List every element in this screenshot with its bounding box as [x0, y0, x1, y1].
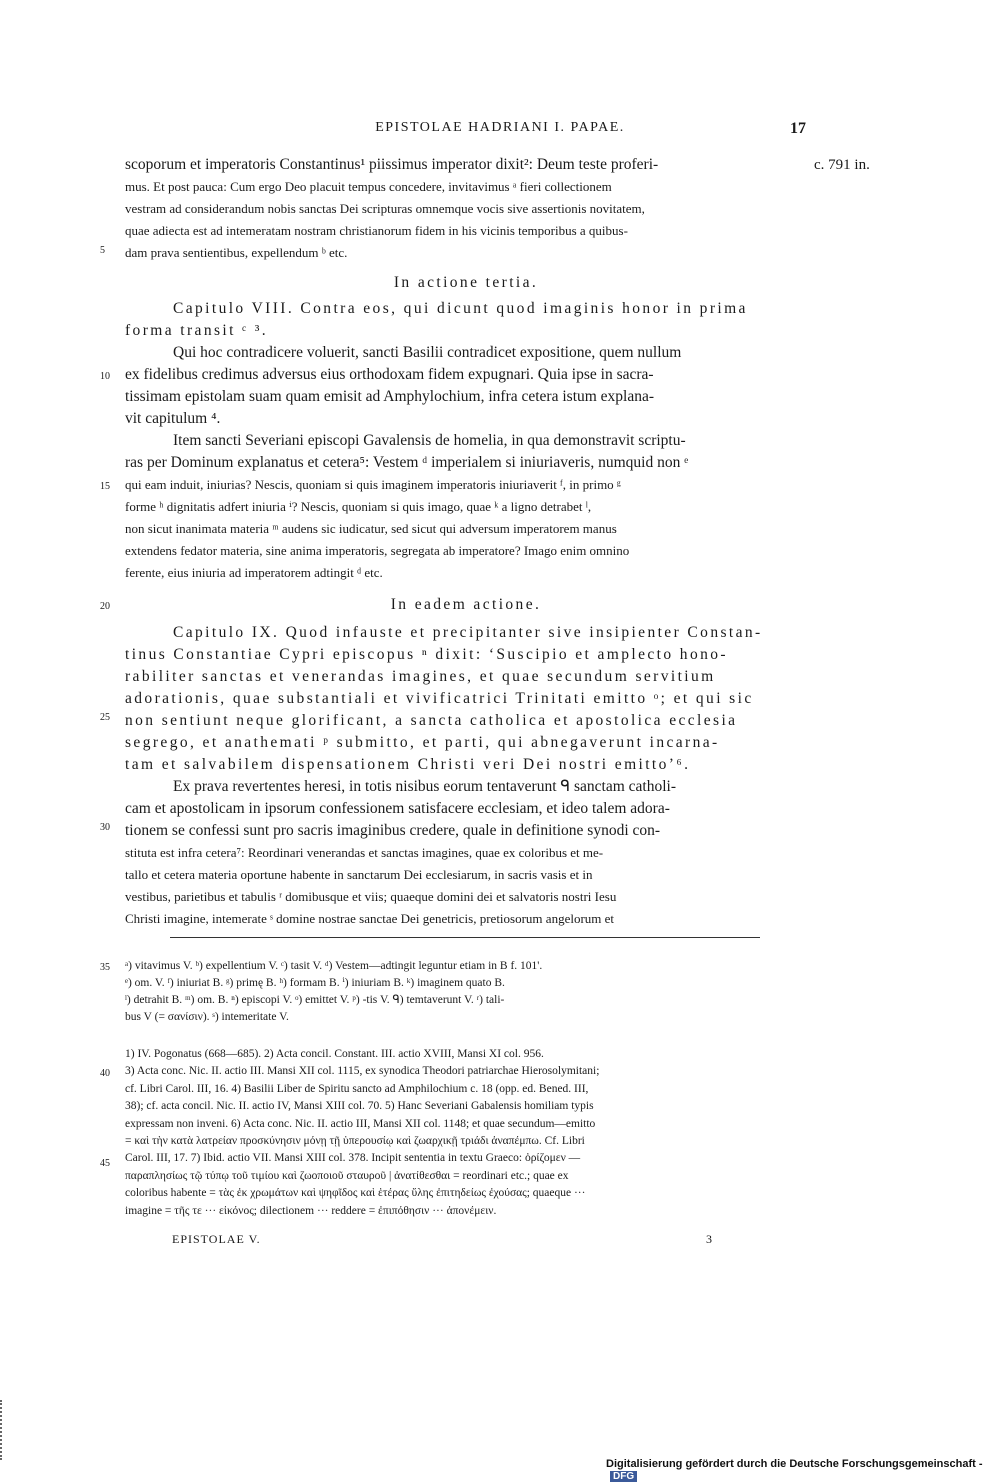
text-line: vestibus, parietibus et tabulis ʳ domibusque et viis; quaeque domini dei et salvatoris nostri Iesu [125, 889, 617, 904]
printer-signature: EPISTOLAE V. [172, 1232, 261, 1246]
text-line: qui eam induit, iniurias? Nescis, quoniam si quis imaginem imperatoris iniuriaverit ᶠ, in primo ᵍ [125, 477, 621, 492]
text-line: scoporum et imperatoris Constantinus¹ piissimus imperator dixit²: Deum teste proferi- [125, 156, 659, 173]
chapter-title-line: forma transit ᶜ ³. [125, 322, 269, 339]
line-number: 45 [100, 1158, 110, 1169]
text-line: tallo et cetera materia oportune habente in sanctarum Dei ecclesiarum, in sacris vasis et in [125, 867, 593, 882]
chapter-ix [125, 622, 807, 930]
text-line: Christi imagine, intemerate ˢ domine nostrae sanctae Dei genetricis, pretiosorum angelorum et [125, 911, 615, 926]
text-line: tissimam epistolam suam quam emisit ad Amphylochium, infra cetera istum explana- [125, 388, 655, 405]
line-number: 30 [100, 822, 110, 833]
line-number: 40 [100, 1068, 110, 1079]
chapter-viii [125, 298, 807, 584]
dfg-credit [606, 1458, 1000, 1482]
text-line: tionem se confessi sunt pro sacris imaginibus credere, quale in definitione synodi con- [125, 822, 661, 839]
note-line: 3) Acta conc. Nic. II. actio III. Mansi XII col. 1115, ex synodica Theodori patriarchae Hierosolymitani; [125, 1065, 600, 1078]
paragraph-intro [125, 154, 807, 264]
chapter-title-line: Capitulo IX. Quod infauste et precipitanter sive insipienter Constan- [173, 624, 763, 641]
chapter-title-line: segrego, et anathemati ᵖ submitto, et parti, qui abnegaverunt incarna- [125, 734, 720, 751]
text-line: extendens fedator materia, sine anima imperatoris, segregata ab imperatore? Imago enim omnino [125, 543, 630, 558]
text-line: forme ʰ dignitatis adfert iniuria ⁱ? Nescis, quoniam si quis imago, quae ᵏ a ligno detrabet ˡ, [125, 499, 592, 514]
signature-number: 3 [706, 1232, 712, 1246]
note-line: = καὶ τὴν κατὰ λατρείαν προσκύνησιν μόνῃ τῇ ὑπερουσίῳ καὶ ζωαρχικῇ τριάδι ἀναπέμπω. Cf. Libri [125, 1134, 585, 1147]
note-line: cf. Libri Carol. III, 16. 4) Basilii Liber de Spiritu sancto ad Amphilochium c. 18 (opp. ed. Bened. III, [125, 1082, 589, 1095]
chapter-title-line: tinus Constantiae Cypri episcopus ⁿ dixit: ‘Suscipio et amplecto hono- [125, 646, 728, 663]
text-line: Ex prava revertentes heresi, in totis nisibus eorum tentaverunt ᑫ sanctam catholi- [173, 778, 677, 795]
section-heading: In actione tertia. [393, 274, 539, 291]
apparatus-line: ᵃ) vitavimus V. ᵇ) expellentium V. ᶜ) tasit V. ᵈ) Vestem—adtingit leguntur etiam in B f. 101'. [125, 960, 543, 972]
chapter-title-line: Capitulo VIII. Contra eos, qui dicunt quod imaginis honor in prima [173, 300, 748, 317]
chapter-title-line: tam et salvabilem dispensationem Christi veri Dei nostri emitto’⁶. [125, 756, 691, 773]
note-line: expressam non inveni. 6) Acta conc. Nic. II. actio III, Mansi XII col. 1148; et quae secundum—emitto [125, 1117, 596, 1130]
text-line: ras per Dominum explanatus et cetera⁵: Vestem ᵈ imperialem si iniuriaveris, numquid non ᵉ [125, 454, 689, 471]
scan-edge-mark [0, 1400, 6, 1460]
line-number: 15 [100, 481, 110, 492]
page-number: 17 [790, 120, 806, 137]
apparatus-line: ˡ) detrahit B. ᵐ) om. B. ⁿ) episcopi V. ᵒ) emittet V. ᵖ) -tis V. ᑫ) temtaverunt V. ʳ) tali- [125, 994, 505, 1006]
note-line: παραπλησίως τῷ τύπῳ τοῦ τιμίου καὶ ζωοποιοῦ σταυροῦ | ἀνατίθεσθαι = reordinari etc.; quae ex [125, 1169, 569, 1182]
source-notes [125, 1046, 815, 1220]
critical-apparatus [125, 958, 815, 1026]
margin-date: c. 791 in. [814, 157, 870, 173]
text-line: ferente, eius iniuria ad imperatorem adtingit ᵈ etc. [125, 565, 383, 580]
line-number: 20 [100, 601, 110, 612]
section-heading: In eadem actione. [390, 596, 542, 613]
line-number: 5 [100, 245, 105, 256]
text-line: mus. Et post pauca: Cum ergo Deo placuit tempus concedere, invitavimus ᵃ fieri collectionem [125, 179, 612, 194]
text-line: non sicut inanimata materia ᵐ audens sic iudicatur, sed sicut qui adversum imperatorem manus [125, 521, 617, 536]
note-line: coloribus habente = τὰς ἐκ χρωμάτων καὶ ψηφῖδος καὶ ἑτέρας ὕλης ἐπιτηδείως ἐχούσας; quaeque ··· [125, 1187, 586, 1200]
chapter-title-line: non sentiunt neque glorificant, a sancta catholica et apostolica ecclesia [125, 712, 738, 729]
chapter-title-line: adorationis, quae substantiali et vivificatrici Trinitati emitto ᵒ; et qui sic [125, 690, 754, 707]
chapter-title-line: rabiliter sanctas et venerandas imagines, et quae secundum servitium [125, 668, 716, 685]
apparatus-line: ᵉ) om. V. ᶠ) iniuriat B. ᵍ) primę B. ʰ) formam B. ⁱ) iniuriam B. ᵏ) imaginem quato B. [125, 977, 505, 989]
text-line: dam prava sentientibus, expellendum ᵇ etc. [125, 245, 348, 260]
text-line: quae adiecta est ad intemeratam nostram christianorum fidem in his vicinis temporibus a quibus- [125, 223, 628, 238]
note-line: Carol. III, 17. 7) Ibid. actio VII. Mansi XIII col. 378. Incipit sententia in textu Graeco: ὁρίζομεν — [125, 1152, 581, 1165]
text-line: ex fidelibus credimus adversus eius orthodoxam fidem expugnari. Quia ipse in sacra- [125, 366, 654, 383]
line-number: 25 [100, 712, 110, 723]
running-head: EPISTOLAE HADRIANI I. PAPAE. [375, 120, 625, 135]
apparatus-line: bus V (= σανίσιν). ˢ) intemeritate V. [125, 1011, 289, 1023]
text-line: vestram ad considerandum nobis sanctas Dei scripturas omnemque vocis sive assertionis novitatem, [125, 201, 645, 216]
line-number: 10 [100, 371, 110, 382]
text-line: vit capitulum ⁴. [125, 410, 221, 427]
text-line: cam et apostolicam in ipsorum confessionem satisfacere ecclesiam, et ideo talem adora- [125, 800, 670, 817]
dfg-logo-icon: DFG [610, 1471, 637, 1482]
note-line: 1) IV. Pogonatus (668—685). 2) Acta concil. Constant. III. actio XVIII, Mansi XI col. 956. [125, 1048, 544, 1060]
text-line: stituta est infra cetera⁷: Reordinari venerandas et sanctas imagines, quae ex coloribus et me- [125, 845, 604, 860]
footnote-separator [170, 937, 760, 938]
dfg-credit-text: Digitalisierung gefördert durch die Deutsche Forschungsgemeinschaft - [606, 1458, 983, 1470]
text-line: Qui hoc contradicere voluerit, sancti Basilii contradicet expositione, quem nullum [173, 344, 682, 361]
line-number: 35 [100, 962, 110, 973]
text-line: Item sancti Severiani episcopi Gavalensis de homelia, in qua demonstravit scriptu- [173, 432, 686, 449]
note-line: 38); cf. acta concil. Nic. II. actio IV, Mansi XIII col. 70. 5) Hanc Severiani Gabalensis homiliam typis [125, 1100, 594, 1113]
note-line: imagine = τῆς τε ··· εἰκόνος; dilectionem ··· reddere = ἐπιπόθησιν ··· ἀπονέμειν. [125, 1204, 497, 1217]
